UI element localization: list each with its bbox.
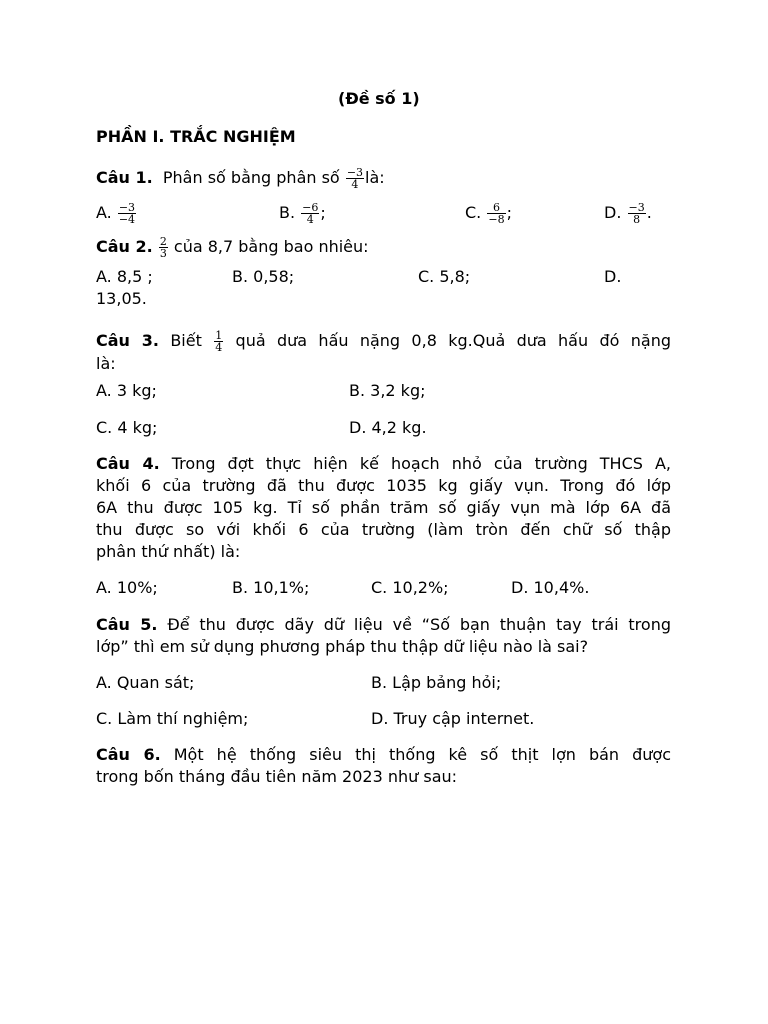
exam-title: (Đề số 1) (338, 89, 420, 108)
question-5: Câu 5. Để thu được dãy dữ liệu về “Số bạn thuận tay trái trong lớp” thì em sử dụng phương pháp thu thập dữ liệu nào là sai? (96, 615, 671, 656)
question-5-label: Câu 5. (96, 615, 158, 634)
q4-option-b: B. 10,1%; (232, 578, 310, 597)
q2-option-b: B. 0,58; (232, 267, 295, 286)
question-2 (96, 236, 369, 259)
question-1-text-end: là: (365, 168, 385, 187)
q2-option-a: A. 8,5 ; (96, 267, 153, 286)
q4-option-a: A. 10%; (96, 578, 158, 597)
q5-option-d: D. Truy cập internet. (371, 709, 535, 728)
q2-option-d-value: 13,05. (96, 289, 147, 308)
q2-option-c: C. 5,8; (418, 267, 471, 286)
q1-option-a-fraction: $\frac{-3}{-4}$ (118, 201, 136, 226)
question-1 (96, 167, 385, 190)
q4-option-c: C. 10,2%; (371, 578, 449, 597)
question-2-text: của 8,7 bằng bao nhiêu: (173, 237, 369, 256)
question-3: Câu 3. Biết $\frac{1}{4}$ quả dưa hấu nặng 0,8 kg.Quả dưa hấu đó nặng là: (96, 329, 671, 373)
q1-option-c-fraction: $\frac{6}{-8}$ (488, 201, 505, 226)
q5-option-c: C. Làm thí nghiệm; (96, 709, 249, 728)
q1-option-d-fraction: $\frac{-3}{8}$ (628, 201, 645, 226)
q1-option-b: B. $\frac{-6}{4}$ ; (279, 201, 326, 226)
section-heading: PHẦN I. TRẮC NGHIỆM (96, 127, 296, 146)
q5-option-b: B. Lập bảng hỏi; (371, 673, 502, 692)
question-1-label: Câu 1. (96, 168, 153, 187)
question-1-text: Phân số bằng phân số (162, 168, 340, 187)
q2-option-d: D. (604, 267, 622, 286)
question-4-label: Câu 4. (96, 454, 160, 473)
q5-option-a: A. Quan sát; (96, 673, 195, 692)
question-4: Câu 4. Trong đợt thực hiện kế hoạch nhỏ của trường THCS A, khối 6 của trường đã thu được 1035 kg giấy vụn. Trong đó lớp 6A thu được 105 kg. Tỉ số phần trăm số giấy vụn mà lớp 6A đã thu được so với khối 6 của trường (làm tròn đến chữ số thập phân thứ nhất) là: (96, 454, 671, 561)
question-3-label: Câu 3. (96, 331, 159, 350)
question-2-label: Câu 2. (96, 237, 153, 256)
q3-option-d: D. 4,2 kg. (349, 418, 427, 437)
q3-option-b: B. 3,2 kg; (349, 381, 426, 400)
q1-option-d: D. $\frac{-3}{8}$ . (604, 201, 652, 226)
question-1-fraction: $\frac{-3}{4}$ (346, 166, 364, 191)
question-3-fraction: $\frac{1}{4}$ (215, 329, 223, 354)
q1-option-a: A. $\frac{-3}{-4}$ (96, 201, 136, 226)
question-6: Câu 6. Một hệ thống siêu thị thống kê số thịt lợn bán được trong bốn tháng đầu tiên năm 2023 như sau: (96, 745, 671, 786)
q3-option-a: A. 3 kg; (96, 381, 157, 400)
q3-option-c: C. 4 kg; (96, 418, 158, 437)
q1-option-c: C. $\frac{6}{-8}$ ; (465, 201, 512, 226)
question-2-fraction: $\frac{2}{3}$ (159, 235, 167, 260)
question-6-label: Câu 6. (96, 745, 161, 764)
q4-option-d: D. 10,4%. (511, 578, 590, 597)
q1-option-b-fraction: $\frac{-6}{4}$ (302, 201, 319, 226)
